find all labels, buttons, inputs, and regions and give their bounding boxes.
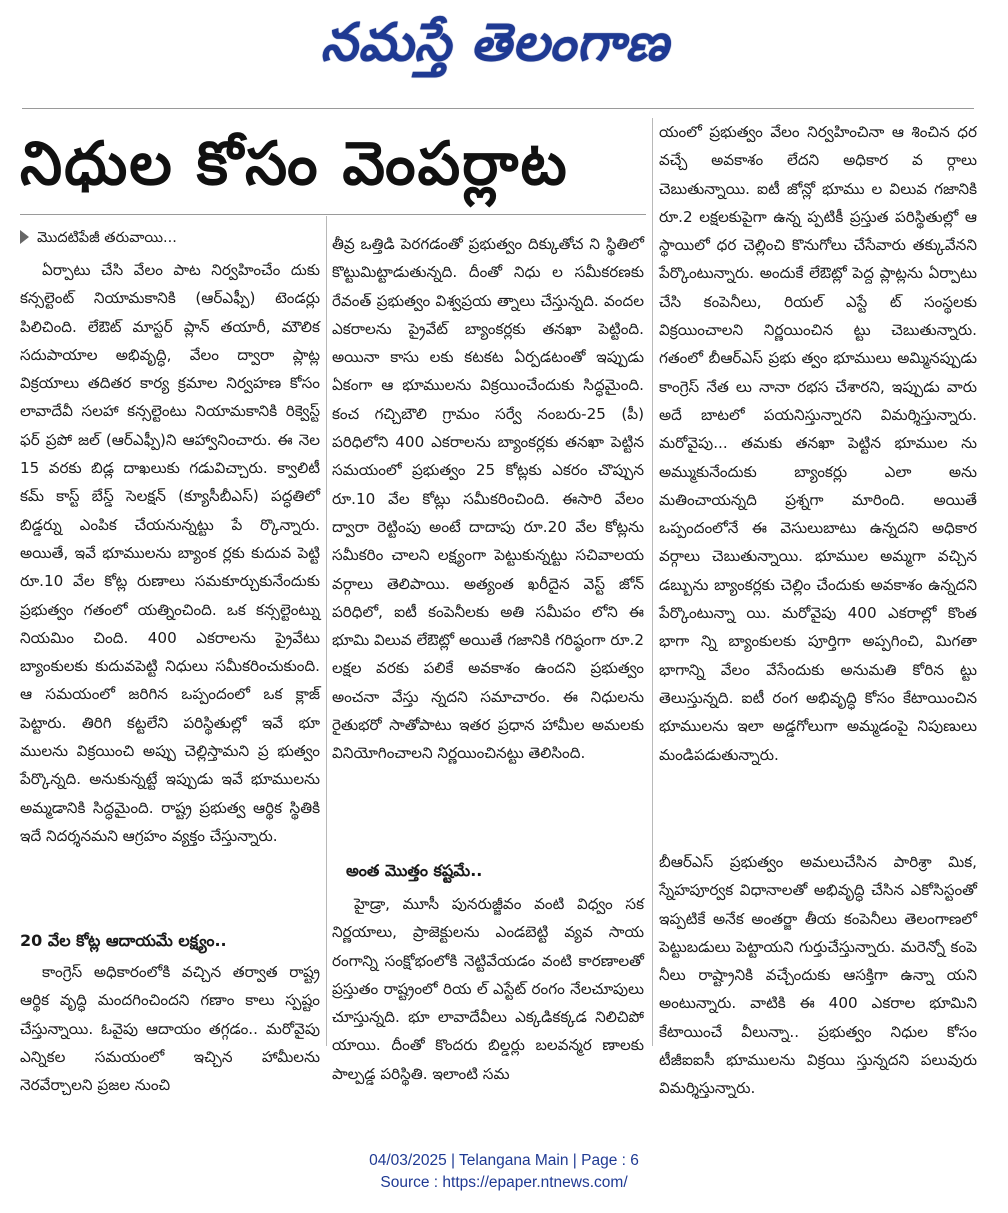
column-2b-text: హైడ్రా, మూసీ పునరుజ్జీవం వంటి విధ్వం సక నిర్ణయాలు, ప్రాజెక్టులను ఎండబెట్టి వ్యవ సాయ రంగాన్ని సంక్షోభంలోకి నెట్టివేయడం వంటి కారణాలతో ప్రస్తుతం రాష్ట్రంలో రియ ల్ ఎస్టేట్ రంగం నేలచూపులు చూస్తున్నది. భూ లావాదేవీలు ఎక్కడికక్కడ నిలిచిపో యాయి. దీంతో కొందరు బిల్డర్లు బలవన్మర ణాలకు పాల్పడ్డ పరిస్థితి. ఇలాంటి సమ [332,895,644,1083]
column-1-text: ఏర్పాటు చేసి వేలం పాట నిర్వహించేం దుకు కన్సల్టెంట్ నియామకానికి (ఆర్ఎఫ్పీ) టెండర్లు పిలిచింది. లేఔట్ మాస్టర్ ప్లాన్ తయారీ, మౌలిక సదుపాయాల అభివృద్ధి, వేలం ద్వారా ప్లాట్ల విక్రయాలు తదితర కార్య క్రమాల నిర్వహణ కోసం లావాదేవీ సలహా కన్సల్టెంటు నియామకానికి రిక్వెస్ట్ ఫర్ ప్రపో జల్ (ఆర్ఎఫ్పీ)ని ఆహ్వానించారు. ఈ నెల 15 వరకు బిడ్ల దాఖలుకు గడువిచ్చారు. క్వాలిటీ కమ్ కాస్ట్ బేస్డ్ సెలక్షన్ (క్యూసీబీఎస్) పద్ధతిలో బిడ్డర్ను ఎంపిక చేయనున్నట్టు పే ర్కొన్నారు. అయితే, ఇవే భూములను బ్యాంక ర్లకు కుదువ పెట్టి రూ.10 వేల కోట్ల రుణాలు సమకూర్చుకునేందుకు ప్రభుత్వం గతంలో యత్నించింది. ఒక కన్సల్టెంట్ను నియమిం చింది. 400 ఎకరాలను ప్రైవేటు బ్యాంకులకు కుదువపెట్టి నిధులు సమీకరించుకుంది. ఆ సమయంలో జరిగిన ఒప్పందంలో ఒక క్లాజ్ పెట్టారు. తిరిగి కట్టలేని పరిస్థితుల్లో ఇవే భూ ములను విక్రయించి అప్పు చెల్లిస్తామని ప్ర భుత్వం పేర్కొన్నది. అనుకున్నట్టే ఇప్పుడు ఇవే భూములను అమ్మడానికి సిద్ధమైంది. రాష్ట్ర ప్రభుత్వ ఆర్థిక స్థితికి ఇదే నిదర్శనమని ఆగ్రహం వ్యక్తం చేస్తున్నారు. [20,261,320,845]
subheading-1: 20 వేల కోట్ల ఆదాయమే లక్ష్యం.. [20,931,227,950]
article-column-1 [20,256,320,916]
arrow-right-icon [20,230,29,244]
article-column-2b [332,890,644,1083]
headline-rule [20,214,646,215]
masthead [0,0,1008,90]
column-divider [326,216,327,1046]
article-headline: నిధుల కోసం వెంపర్లాట [20,129,569,199]
article-column-3 [659,118,977,848]
continuation-line [20,226,320,250]
newspaper-logo: నమస్తే తెలంగాణ [320,13,670,73]
continuation-label: మొదటిపేజీ తరువాయి... [37,230,177,246]
article-column-3b [659,848,977,1098]
source-link[interactable]: Source : https://epaper.ntnews.com/ [380,1174,628,1191]
masthead-rule [22,108,974,109]
article-column-1b [20,958,320,1098]
column-1b-text: కాంగ్రెస్ అధికారంలోకి వచ్చిన తర్వాత రాష్ట్ర ఆర్థిక వృద్ధి మందగించిందని గణాం కాలు స్పష్టం చేస్తున్నాయి. ఓవైపు ఆదాయం తగ్గడం.. మరోవైపు ఎన్నికల సమయంలో ఇచ్చిన హామీలను నెరవేర్చాలని ప్రజల నుంచి [20,963,320,1095]
column-2-text: తీవ్ర ఒత్తిడి పెరగడంతో ప్రభుత్వం దిక్కుతోచ ని స్థితిలో కొట్టుమిట్టాడుతున్నది. దీంతో నిధు ల సమీకరణకు రేవంత్ ప్రభుత్వం విశ్వప్రయ త్నాలు చేస్తున్నది. వందల ఎకరాలను ప్రైవేట్ బ్యాంకర్లకు తనఖా పెట్టింది. అయినా కాసు లకు కటకట ఏర్పడటంతో ఇప్పుడు ఏకంగా ఆ భూములను విక్రయించేందుకు సిద్ధమైంది. కంచ గచ్చిబౌలి గ్రామం సర్వే నంబరు-25 (పీ) పరిధిలోని 400 ఎకరాలను బ్యాంకర్లకు తనఖా పెట్టిన సమయంలో ప్రభుత్వం 25 కోట్లకు ఎకరం చొప్పున రూ.10 వేల కోట్లు సమీకరించింది. ఈసారి వేలం ద్వారా రెట్టింపు అంటే దాదాపు రూ.20 వేల కోట్లను సమీకరిం చాలని లక్ష్యంగా పెట్టుకున్నట్టు సచివాలయ వర్గాలు తెలిపాయి. అత్యంత ఖరీదైన వెస్ట్ జోన్ పరిధిలో, ఐటీ కంపెనీలకు అతి సమీపం లోని ఈ భూమి విలువ లేఔట్లో అయితే గజానికి గరిష్ఠంగా రూ.2 లక్షల వరకు పలికే అవకాశం ఉందని ప్రభుత్వం అంచనా వేస్తు న్నదని సమాచారం. ఈ నిధులను రైతుభరో సాతోపాటు ఇతర ప్రధాన హామీల అమలకు వినియోగించాలని నిర్ణయించినట్టు తెలిసింది. [332,235,644,763]
page-footer [0,1150,1008,1194]
article-column-2 [332,230,644,840]
column-3-text: యంలో ప్రభుత్వం వేలం నిర్వహించినా ఆ శించిన ధర వచ్చే అవకాశం లేదని అధికార వ ర్గాలు చెబుతున్నాయి. ఐటీ జోన్లో భూము ల విలువ గజానికి రూ.2 లక్షలకుపైగా ఉన్న ప్పటికీ ప్రస్తుత పరిస్థితుల్లో ఆ స్థాయిలో ధర చెల్లించి కొనుగోలు చేసేవారు తక్కువేనని పేర్కొంటున్నారు. అందుకే లేఔట్లో పెద్ద ప్లాట్లను ఏర్పాటు చేసి కంపెనీలు, రియల్ ఎస్టే ట్ సంస్థలకు విక్రయించాలని నిర్ణయించిన ట్టు చెబుతున్నారు. గతంలో బీఆర్ఎస్ ప్రభు త్వం భూములు అమ్మినప్పుడు కాంగ్రెస్ నేత లు నానా రభస చేశారని, ఇప్పుడు వారు అదే బాటలో పయనిస్తున్నారని విమర్శిస్తున్నారు. మరోవైపు... తమకు తనఖా పెట్టిన భూముల ను అమ్ముకునేందుకు బ్యాంకర్లు ఎలా అను మతించాయన్నది ప్రశ్నగా మారింది. అయితే ఒప్పందంలోనే ఈ వెసులుబాటు ఉన్నదని అధికార వర్గాలు చెబుతున్నాయి. భూముల అమ్మగా వచ్చిన డబ్బును బ్యాంకర్లకు చెల్లిం చేందుకు అవకాశం ఉన్నదని పేర్కొంటున్నా యి. మరోవైపు 400 ఎకరాల్లో కొంత భాగా న్ని బ్యాంకులకు పూర్తిగా అప్పగించి, మిగతా భాగాన్ని వేలం వేసేందుకు అనుమతి కోరిన ట్టు తెలుస్తున్నది. ఐటీ రంగ అభివృద్ధి కోసం కేటాయించిన భూములను ఇలా అడ్డగోలుగా అమ్మడంపై నిపుణులు మండిపడుతున్నారు. [659,123,977,764]
edition-info: 04/03/2025 | Telangana Main | Page : 6 [369,1152,639,1169]
column-divider [652,118,653,1046]
column-3b-text: బీఆర్ఎస్ ప్రభుత్వం అమలుచేసిన పారిశ్రా మిక, స్నేహపూర్వక విధానాలతో అభివృద్ధి చేసిన ఎకోసిస్టంతో ఇప్పటికే అనేక అంతర్జా తీయ కంపెనీలు తెలంగాణలో పెట్టుబడులు పెట్టాయని గుర్తుచేస్తున్నారు. మరెన్నో కంపె నీలు రాష్ట్రానికి వచ్చేందుకు ఆసక్తిగా ఉన్నా యని అంటున్నారు. వాటికి ఈ 400 ఎకరాల భూమిని కేటాయించే వీలున్నా.. ప్రభుత్వం నిధుల కోసం టీజీఐఐసీ భూములను విక్రయి స్తున్నదని పలువురు విమర్శిస్తున్నారు. [659,853,977,1098]
subheading-2: అంత మొత్తం కష్టమే.. [346,861,483,880]
